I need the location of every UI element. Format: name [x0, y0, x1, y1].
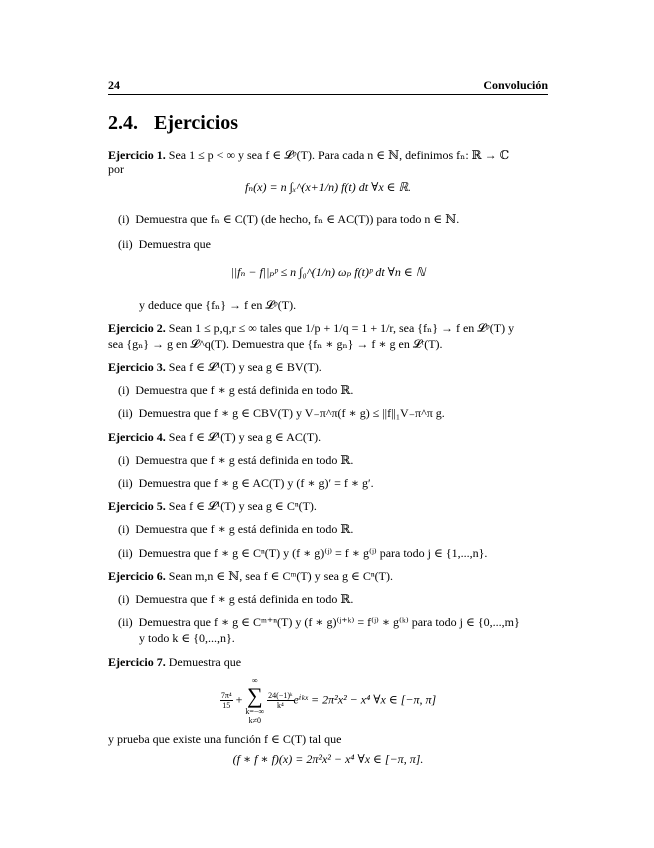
- header-rule: [108, 94, 548, 95]
- part-text: Demuestra que f ∗ g ∈ CBV(T) y V₋π^π(f ∗ g) ≤ ||f||₁V₋π^π g.: [138, 406, 445, 420]
- part-label: (ii): [118, 406, 133, 420]
- exercise-1-formula-2: ||fₙ − f||ₚᵖ ≤ n ∫₀^(1/n) ωₚ f(t)ᵖ dt ∀n ∈ ℕ: [230, 265, 426, 279]
- exercise-6-text: Sean m,n ∈ ℕ, sea f ∈ Cᵐ(T) y sea g ∈ Cⁿ(T).: [168, 569, 393, 583]
- exercise-1-text: Sea 1 ≤ p < ∞ y sea f ∈ 𝓛ᵖ(T). Para cada n ∈ ℕ, definimos fₙ: ℝ → ℂ: [168, 148, 510, 162]
- exercise-5-text: Sea f ∈ 𝓛¹(T) y sea g ∈ Cⁿ(T).: [168, 499, 317, 513]
- part-label: (i): [118, 383, 130, 397]
- exercise-6-label: Ejercicio 6.: [108, 569, 166, 583]
- exercise-5-label: Ejercicio 5.: [108, 499, 166, 513]
- part-label: (ii): [118, 476, 133, 490]
- part-text: Demuestra que fₙ ∈ C(T) (de hecho, fₙ ∈ AC(T)) para todo n ∈ ℕ.: [135, 212, 460, 226]
- part-text: Demuestra que f ∗ g ∈ AC(T) y (f ∗ g)′ = f ∗ g′.: [138, 476, 374, 490]
- exercise-1-part-i: [118, 212, 459, 227]
- part-label: (i): [118, 592, 130, 606]
- part-label: (ii): [118, 237, 133, 251]
- fraction-numerator: 24(−1)ᵏ: [268, 691, 293, 700]
- exponential-term: eⁱᵏˣ: [293, 692, 309, 707]
- exercise-3-text: Sea f ∈ 𝓛¹(T) y sea g ∈ BV(T).: [168, 360, 322, 374]
- exercise-7-text: Demuestra que: [168, 655, 242, 669]
- exercise-2-label: Ejercicio 2.: [108, 321, 166, 335]
- exercise-4-statement: [108, 430, 550, 444]
- exercise-7-tail: y prueba que existe una función f ∈ C(T) tal que: [108, 732, 342, 746]
- part-label: (i): [118, 212, 130, 226]
- exercise-1-label: Ejercicio 1.: [108, 148, 166, 162]
- exercise-5-part-i: [118, 522, 353, 537]
- part-text: Demuestra que f ∗ g está definida en todo ℝ.: [135, 453, 354, 467]
- part-text: Demuestra que f ∗ g ∈ Cᵐ⁺ⁿ(T) y (f ∗ g)⁽ʲ⁺ᵏ⁾ = f⁽ʲ⁾ ∗ g⁽ᵏ⁾ para todo j ∈ {0,...,m}: [138, 615, 520, 629]
- chapter-title: Convolución: [483, 78, 548, 92]
- formula-fraction: [220, 691, 233, 710]
- summation: [245, 676, 264, 725]
- exercise-3-part-i: [118, 383, 353, 398]
- exercise-4-part-i: [118, 453, 353, 468]
- exercise-5-part-ii: [118, 546, 487, 561]
- exercise-6-part-ii: [118, 615, 520, 630]
- part-label: (ii): [118, 546, 133, 560]
- sum-condition: k≠0: [248, 716, 261, 725]
- exercise-3-label: Ejercicio 3.: [108, 360, 166, 374]
- fraction-numerator: 7π⁴: [220, 691, 232, 700]
- exercise-6-part-i: [118, 592, 353, 607]
- fraction-denominator: k⁴: [276, 701, 284, 710]
- fraction-denominator: 15: [222, 701, 231, 710]
- part-label: (ii): [118, 615, 133, 629]
- part-text: Demuestra que f ∗ g está definida en todo ℝ.: [135, 522, 354, 536]
- exercise-1-text-cont: por: [108, 162, 124, 176]
- page-number: 24: [108, 78, 120, 92]
- exercise-7-formula-2: (f ∗ f ∗ f)(x) = 2π²x² − x⁴ ∀x ∈ [−π, π].: [232, 752, 424, 766]
- exercise-6-part-ii-cont: y todo k ∈ {0,...,n}.: [139, 631, 235, 645]
- part-text: Demuestra que f ∗ g está definida en todo ℝ.: [135, 592, 354, 606]
- part-text: Demuestra que: [138, 237, 211, 251]
- exercise-1-part-ii-tail: y deduce que {fₙ} → f en 𝓛ᵖ(T).: [139, 298, 297, 312]
- term-fraction: [267, 691, 293, 710]
- section-number: 2.4.: [108, 112, 138, 134]
- exercise-3-statement: [108, 360, 550, 374]
- exercise-7-statement: [108, 655, 550, 669]
- exercise-2-statement: [108, 321, 550, 335]
- part-text: Demuestra que f ∗ g ∈ Cⁿ(T) y (f ∗ g)⁽ʲ⁾ = f ∗ g⁽ʲ⁾ para todo j ∈ {1,...,n}.: [138, 546, 488, 560]
- exercise-1-part-ii: [118, 237, 211, 252]
- section-title: Ejercicios: [154, 112, 239, 134]
- exercise-2-text: Sean 1 ≤ p,q,r ≤ ∞ tales que 1/p + 1/q = 1 + 1/r, sea {fₙ} → f en 𝓛ᵖ(T) y: [168, 321, 515, 335]
- exercise-7-label: Ejercicio 7.: [108, 655, 166, 669]
- page-header: [108, 78, 548, 93]
- part-label: (i): [118, 522, 130, 536]
- exercise-4-part-ii: [118, 476, 374, 491]
- sum-upper-limit: ∞: [251, 676, 258, 685]
- exercise-4-label: Ejercicio 4.: [108, 430, 166, 444]
- exercise-3-part-ii: [118, 406, 445, 421]
- part-text: Demuestra que f ∗ g está definida en todo ℝ.: [135, 383, 354, 397]
- formula-rhs: = 2π²x² − x⁴ ∀x ∈ [−π, π]: [311, 692, 437, 707]
- exercise-1-formula: fₙ(x) = n ∫ₓ^(x+1/n) f(t) dt ∀x ∈ ℝ.: [244, 180, 412, 194]
- exercise-5-statement: [108, 499, 550, 513]
- sum-lower-limit: k=−∞: [245, 707, 265, 716]
- exercise-6-statement: [108, 569, 550, 583]
- sigma-symbol: ∑: [246, 683, 263, 708]
- part-label: (i): [118, 453, 130, 467]
- section-heading: [108, 112, 238, 135]
- exercise-4-text: Sea f ∈ 𝓛¹(T) y sea g ∈ AC(T).: [168, 430, 322, 444]
- exercise-2-text-cont: sea {gₙ} → g en 𝓛^q(T). Demuestra que {fₙ ∗ gₙ} → f ∗ g en 𝓛ʳ(T).: [108, 337, 443, 351]
- exercise-7-formula: $\frac{\text{7π⁴}}{15}$ + ∞ ∑ k=−∞ k≠0 $\frac{\text{24(−1)ᵏ}}{\text{k⁴}}$ eⁱᵏˣ = 2π²x² − x⁴ ∀x ∈ [−π, π]: [220, 676, 437, 725]
- exercise-1-statement: [108, 148, 550, 162]
